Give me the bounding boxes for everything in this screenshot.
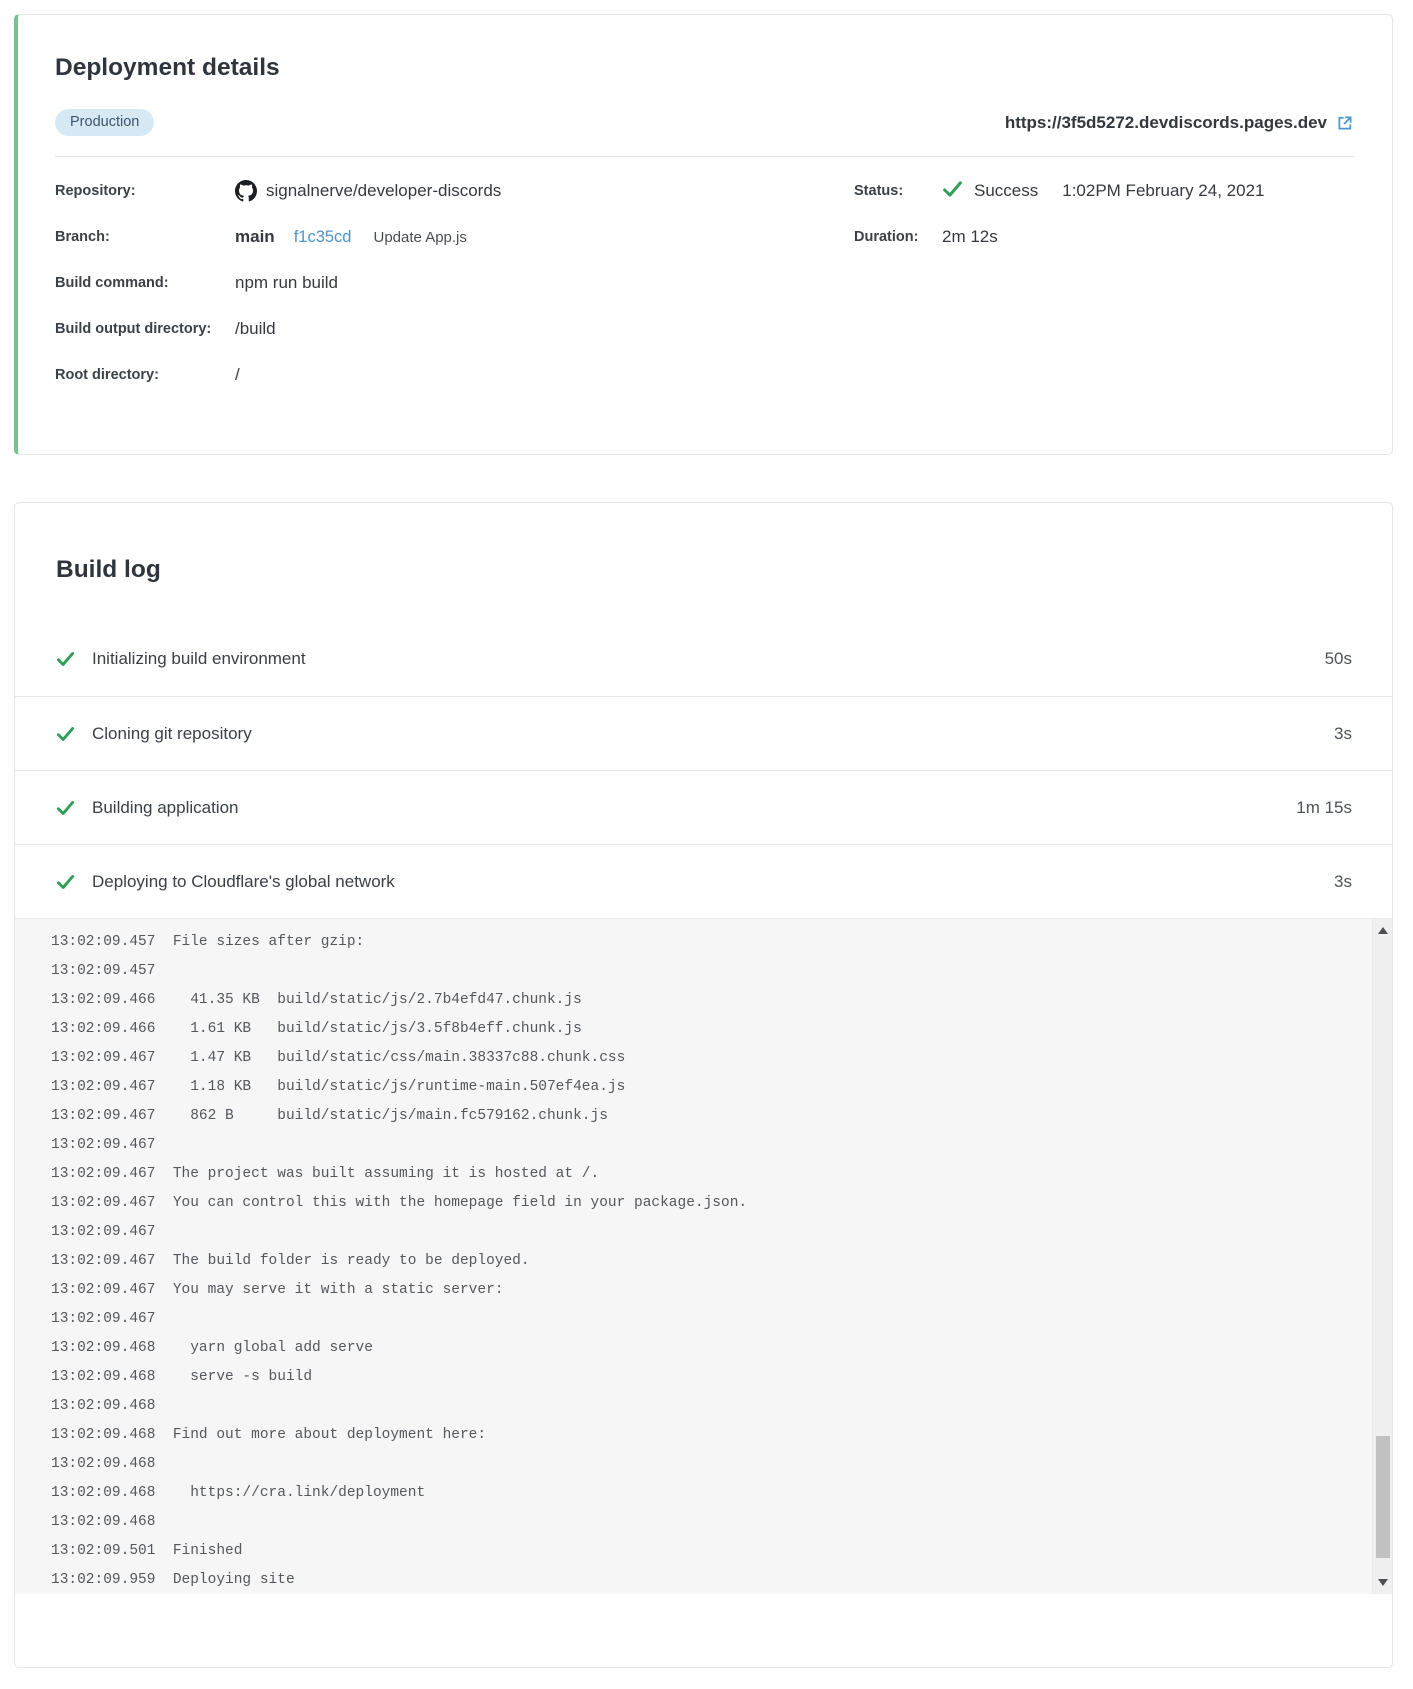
- log-line: 13:02:09.466 1.61 KB build/static/js/3.5f8b4eff.chunk.js: [51, 1021, 582, 1037]
- stage-duration: 1m 15s: [1296, 797, 1352, 817]
- repository-name: signalnerve/developer-discords: [266, 181, 502, 200]
- environment-badge: Production: [55, 109, 154, 136]
- deployment-url-link[interactable]: [1005, 113, 1354, 133]
- log-line: 13:02:09.468: [51, 1514, 173, 1530]
- log-line: 13:02:09.468 Find out more about deployment here:: [51, 1427, 487, 1443]
- deployment-details-card: [14, 14, 1393, 455]
- field-root-directory: [55, 358, 854, 392]
- field-repository: [55, 174, 854, 208]
- stage-duration: 3s: [1334, 723, 1352, 743]
- log-line: 13:02:09.467 862 B build/static/js/main.fc579162.chunk.js: [51, 1108, 608, 1124]
- log-line: 13:02:09.467: [51, 1311, 173, 1327]
- log-line: 13:02:09.467 The build folder is ready to be deployed.: [51, 1253, 530, 1269]
- field-build-command: [55, 266, 854, 300]
- log-line: 13:02:09.468: [51, 1456, 173, 1472]
- log-line: 13:02:09.467 1.18 KB build/static/js/runtime-main.507ef4ea.js: [51, 1079, 626, 1095]
- field-duration: [854, 220, 1354, 254]
- stage-building-application[interactable]: [15, 770, 1392, 844]
- commit-hash-link[interactable]: f1c35cd: [293, 227, 352, 246]
- duration-value: 2m 12s: [942, 227, 998, 246]
- branch-label: Branch:: [55, 229, 110, 245]
- arrow-up-icon[interactable]: [1373, 921, 1392, 940]
- stage-cloning-git-repository[interactable]: [15, 696, 1392, 770]
- repository-link[interactable]: [235, 180, 501, 202]
- commit-message: Update App.js: [373, 228, 467, 246]
- field-status: [854, 174, 1354, 208]
- build-output-directory-value: /build: [235, 319, 276, 338]
- header-divider: [55, 156, 1354, 157]
- log-line: 13:02:09.467: [51, 1224, 173, 1240]
- status-timestamp: 1:02PM February 24, 2021: [1062, 181, 1265, 200]
- build-log-viewport: [15, 918, 1392, 1594]
- check-icon: [56, 800, 75, 816]
- repository-label: Repository:: [55, 183, 136, 199]
- status-text: Success: [974, 181, 1039, 200]
- check-icon: [56, 874, 75, 890]
- arrow-down-icon[interactable]: [1373, 1573, 1392, 1592]
- root-directory-value: /: [235, 365, 240, 384]
- check-icon: [56, 651, 75, 667]
- github-icon: [235, 180, 257, 202]
- stage-duration: 3s: [1334, 871, 1352, 891]
- external-link-icon: [1336, 114, 1354, 132]
- stage-label: Building application: [92, 797, 239, 817]
- build-command-label: Build command:: [55, 275, 169, 291]
- branch-name: main: [235, 227, 275, 246]
- log-line: 13:02:09.467 1.47 KB build/static/css/main.38337c88.chunk.css: [51, 1050, 626, 1066]
- log-line: 13:02:09.467: [51, 1137, 173, 1153]
- log-line: 13:02:09.959 Deploying site: [51, 1572, 295, 1588]
- status-label: Status:: [854, 183, 904, 199]
- log-line: 13:02:09.457: [51, 963, 173, 979]
- log-line: 13:02:09.466 41.35 KB build/static/js/2.7b4efd47.chunk.js: [51, 992, 582, 1008]
- log-line: 13:02:09.468 https://cra.link/deployment: [51, 1485, 426, 1501]
- build-log-output: [15, 919, 1392, 1594]
- scrollbar-thumb[interactable]: [1376, 1436, 1390, 1558]
- log-line: 13:02:09.468: [51, 1398, 173, 1414]
- deployment-url-text: https://3f5d5272.devdiscords.pages.dev: [1004, 112, 1327, 132]
- log-line: 13:02:09.468 serve -s build: [51, 1369, 313, 1385]
- root-directory-label: Root directory:: [55, 367, 159, 383]
- stage-deploying-to-cloudflares-global-network[interactable]: [15, 844, 1392, 918]
- build-stages: [15, 622, 1392, 918]
- branch-value: [235, 227, 467, 247]
- stage-initializing-build-environment[interactable]: [15, 622, 1392, 696]
- stage-label: Initializing build environment: [92, 649, 306, 668]
- badge-row: [55, 109, 1354, 136]
- stage-duration: 50s: [1324, 649, 1352, 668]
- build-command-value: npm run build: [235, 273, 339, 292]
- deployment-fields-left: [55, 174, 854, 404]
- check-icon: [56, 726, 75, 742]
- deployment-fields-right: [854, 174, 1354, 404]
- log-line: 13:02:09.467 You can control this with the homepage field in your package.json.: [51, 1195, 748, 1211]
- stage-label: Deploying to Cloudflare's global network: [92, 871, 395, 891]
- log-line: 13:02:09.501 Finished: [51, 1543, 243, 1559]
- field-build-output-directory: [55, 312, 854, 346]
- build-output-directory-label: Build output directory:: [55, 321, 212, 337]
- field-branch: [55, 220, 854, 254]
- deployment-details-title: Deployment details: [55, 54, 280, 81]
- deployment-fields: [55, 174, 1354, 404]
- log-line: 13:02:09.457 File sizes after gzip:: [51, 934, 365, 950]
- log-scrollbar[interactable]: [1372, 919, 1392, 1594]
- log-line: 13:02:09.468 yarn global add serve: [51, 1340, 373, 1356]
- stage-label: Cloning git repository: [92, 723, 252, 743]
- status-value: [942, 180, 1264, 203]
- build-log-title: Build log: [56, 556, 161, 583]
- build-log-card: [14, 502, 1393, 1668]
- log-line: 13:02:09.467 The project was built assuming it is hosted at /.: [51, 1166, 600, 1182]
- duration-label: Duration:: [854, 229, 919, 245]
- log-line: 13:02:09.467 You may serve it with a static server:: [51, 1282, 504, 1298]
- check-icon: [942, 180, 963, 203]
